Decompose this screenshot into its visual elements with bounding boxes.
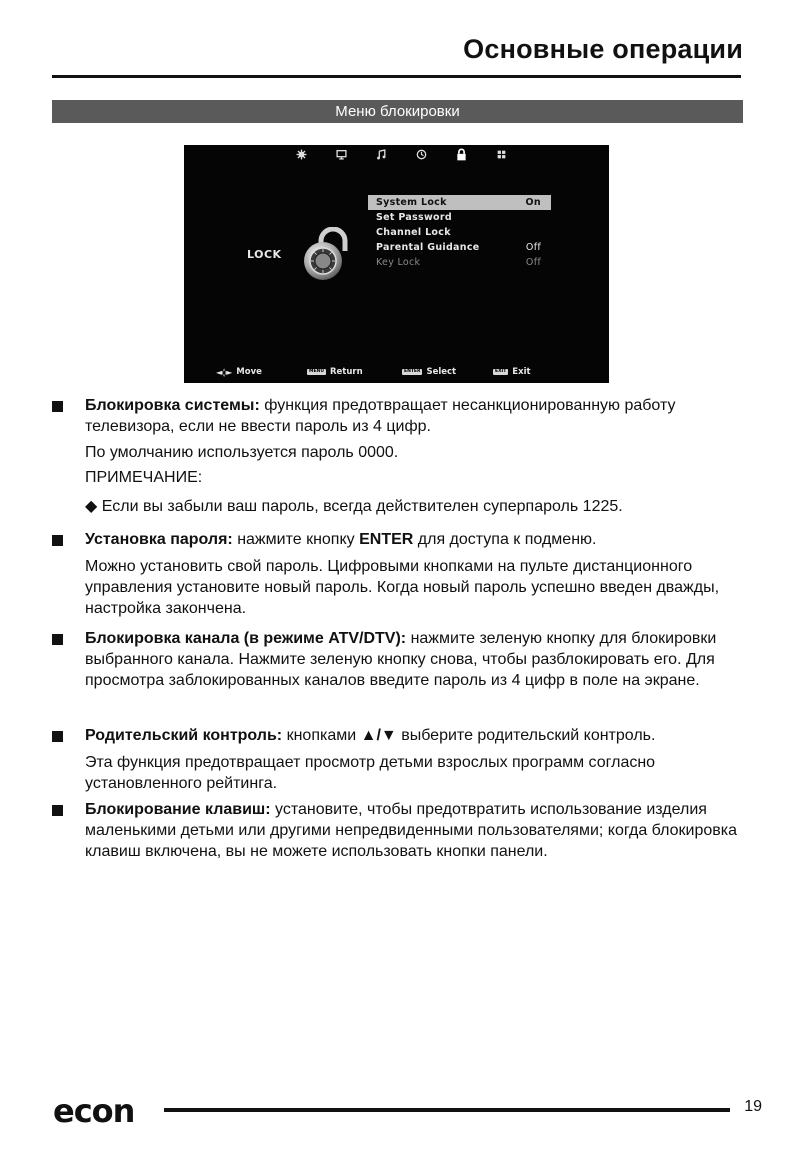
parental-term: Родительский контроль: [85, 727, 283, 744]
bullet-square [52, 401, 63, 412]
system-lock-term: Блокировка системы: [85, 397, 260, 414]
bullet-square [52, 731, 63, 742]
hint-move: ◄◊► Move [216, 367, 262, 377]
note-title: ПРИМЕЧАНИЕ: [85, 469, 203, 486]
key-lock-term: Блокирование клавиш: [85, 801, 271, 818]
bullet-square [52, 805, 63, 816]
parental-detail: Эта функция предотвращает просмотр детьми взрослых программ согласно установленного рейтинга. [85, 754, 656, 792]
set-password-term: Установка пароля: [85, 531, 233, 548]
title-rule [52, 75, 741, 78]
menu-item-set-password[interactable]: Set Password [376, 212, 452, 223]
key-lock-paragraph: Блокирование клавиш: установите, чтобы предотвратить использование изделия маленькими детьми или другими непредвиденными пользователями; когда блокировка клавиш включена, вы не можете использовать кнопки панели. [85, 801, 738, 860]
econ-logo: econ [53, 1092, 135, 1130]
page-title: Основные операции [463, 34, 743, 64]
section-title-bar: Меню блокировки [52, 100, 743, 123]
lock-icon[interactable] [450, 147, 472, 161]
bullet-square [52, 535, 63, 546]
hint-select: ENTER Select [404, 367, 457, 377]
move-arrows-icon: ◄◊► [216, 367, 233, 377]
page-number: 19 [744, 1098, 762, 1115]
padlock-dial-icon [301, 227, 355, 283]
grid-icon[interactable] [490, 147, 512, 161]
menu-item-system-lock[interactable]: System Lock On [368, 195, 551, 210]
clock-icon[interactable] [410, 147, 432, 161]
bullet-square [52, 634, 63, 645]
hint-exit: EXIT Exit [495, 367, 531, 377]
note-text: ◆ Если вы забыли ваш пароль, всегда действителен суперпароль 1225. [85, 498, 623, 515]
osd-lock-menu [368, 195, 551, 270]
footer-rule [164, 1108, 730, 1112]
default-password-text: По умолчанию используется пароль 0000. [85, 444, 399, 461]
system-lock-paragraph: Блокировка системы: функция предотвращает несанкционированную работу телевизора, если не ввести пароль из 4 цифр. [85, 397, 676, 435]
menu-item-parental-guidance[interactable]: Parental Guidance Off [376, 242, 541, 253]
menu-item-channel-lock[interactable]: Channel Lock [376, 227, 451, 238]
picture-icon[interactable] [290, 147, 312, 161]
set-password-detail: Можно установить свой пароль. Цифровыми кнопками на пульте дистанционного управления установите новый пароль. Когда новый пароль успешно введен дважды, настройка закончена. [85, 558, 720, 617]
menu-item-key-lock: Key Lock Off [376, 257, 541, 268]
tv-lock-menu-screenshot [184, 145, 609, 383]
enter-key-label: ENTER [359, 531, 414, 548]
osd-category-label: LOCK [247, 248, 282, 261]
exit-key-icon: EXIT [495, 369, 507, 374]
set-password-paragraph: Установка пароля: нажмите кнопку ENTER для доступа к подменю. [85, 531, 597, 548]
menu-key-icon: MENU [309, 369, 324, 374]
up-down-arrows-icon: ▲/▼ [360, 727, 397, 744]
enter-key-icon: ENTER [404, 369, 421, 374]
music-icon[interactable] [370, 147, 392, 161]
channel-lock-paragraph: Блокировка канала (в режиме ATV/DTV): нажмите зеленую кнопку для блокировки выбранного канала. Нажмите зеленую кнопку снова, чтобы разблокировать его. Для просмотра заблокированных каналов введите пароль из 4 цифр в поле на экране. [85, 630, 717, 689]
hint-return: MENU Return [309, 367, 363, 377]
parental-paragraph: Родительский контроль: кнопками ▲/▼ выберите родительский контроль. [85, 727, 656, 744]
screen-icon[interactable] [330, 147, 352, 161]
channel-lock-term: Блокировка канала (в режиме ATV/DTV): [85, 630, 407, 647]
osd-tab-bar [290, 147, 512, 161]
osd-footer-hints [184, 367, 609, 380]
